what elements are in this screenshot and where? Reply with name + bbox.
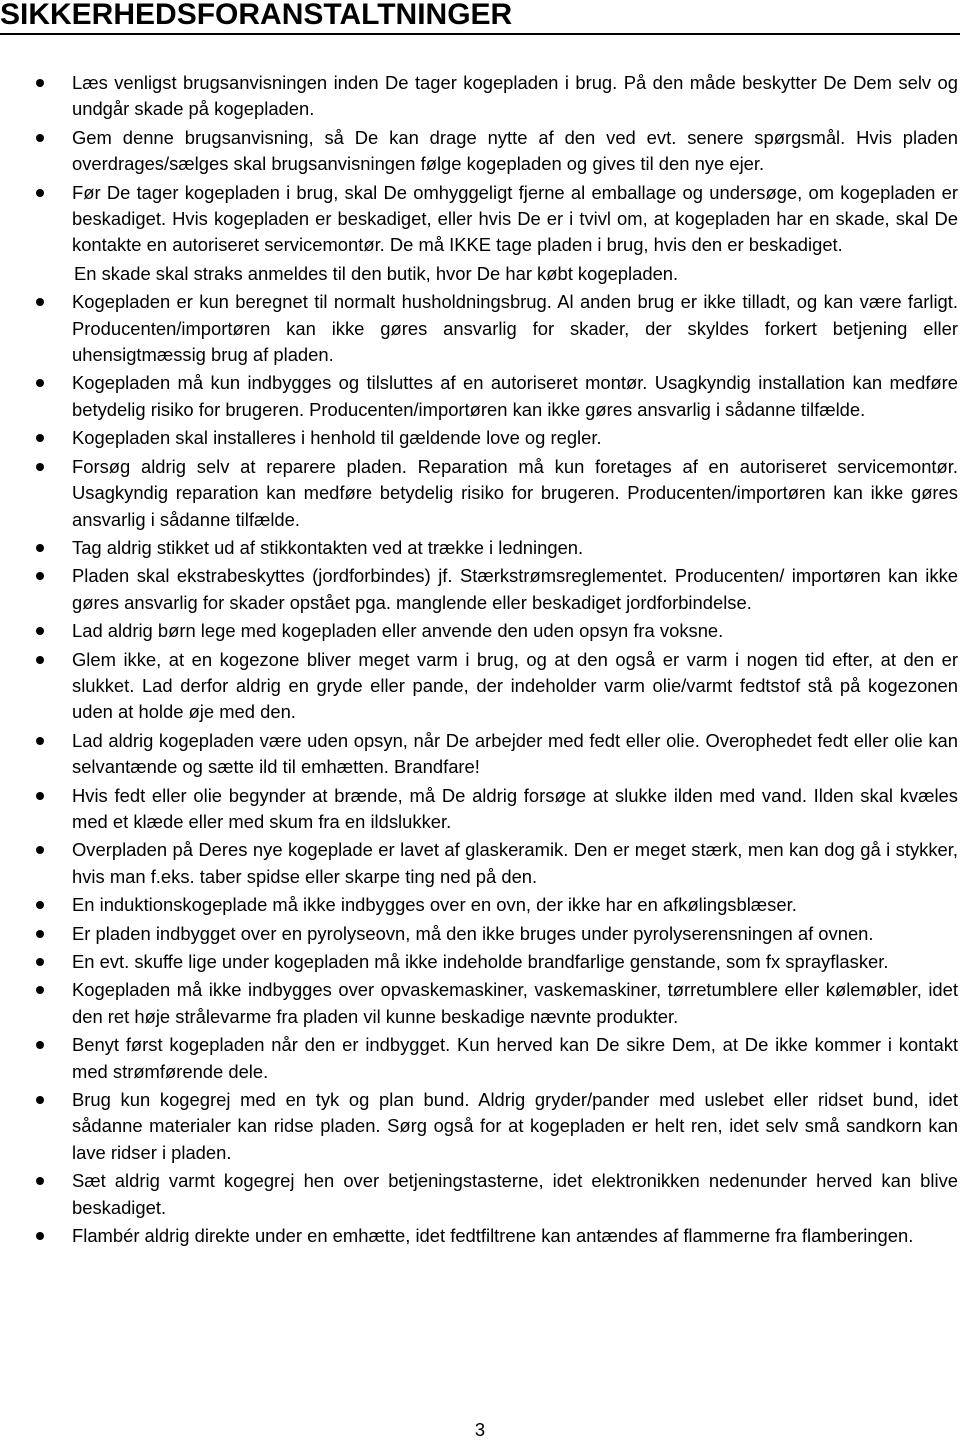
list-item — [0, 70, 958, 123]
list-item-text: Kogepladen må kun indbygges og tilsluttes af en autoriseret montør. Usagkyndig installation kan medføre betydelig risiko for brugeren. Producenten/importøren kan ikke gøres ansvarlig i sådanne tilfælde. — [72, 372, 958, 420]
list-item-text: Overpladen på Deres nye kogeplade er lavet af glaskeramik. Den er meget stærk, men kan dog gå i stykker, hvis man f.eks. taber spidse eller skarpe ting ned på den. — [72, 839, 958, 887]
list-item — [0, 289, 958, 368]
list-item-text: Kogepladen må ikke indbygges over opvaskemaskiner, vaskemaskiner, tørretumblere eller kølemøbler, idet den ret høje strålevarme fra pladen vil kunne beskadige nævnte produkter. — [72, 979, 958, 1027]
list-item-text: Læs venligst brugsanvisningen inden De tager kogepladen i brug. På den måde beskytter De Dem selv og undgår skade på kogepladen. — [72, 72, 958, 120]
list-item-text: En induktionskogeplade må ikke indbygges over en ovn, der ikke har en afkølingsblæser. — [72, 894, 797, 916]
list-item-text: Glem ikke, at en kogezone bliver meget varm i brug, og at den også er varm i nogen tid efter, at den er slukket. Lad derfor aldrig en gryde eller pande, der indeholder varm olie/varmt fedtstof stå på kogezonen uden at holde øje med den. — [72, 648, 958, 723]
list-item — [0, 892, 958, 918]
bullet-icon — [36, 1041, 44, 1049]
list-item-text: Hvis fedt eller olie begynder at brænde, må De aldrig forsøge at slukke ilden med vand. Ilden skal kvæles med et klæde eller med skum fra en ildslukker. — [72, 784, 958, 832]
bullet-icon — [36, 930, 44, 938]
bullet-icon — [36, 572, 44, 580]
bullet-icon — [36, 134, 44, 142]
list-item-text: Pladen skal ekstrabeskyttes (jordforbindes) jf. Stærkstrømsreglementet. Producenten/ importøren kan ikke gøres ansvarlig for skader opstået pga. manglende eller beskadiget jordforbindelse. — [72, 565, 958, 613]
bullet-icon — [36, 544, 44, 552]
list-item — [0, 1032, 958, 1085]
list-item — [0, 535, 958, 561]
list-item-text: Kogepladen skal installeres i henhold til gældende love og regler. — [72, 427, 602, 449]
page-title: SIKKERHEDSFORANSTALTNINGER — [0, 0, 513, 31]
list-item-text: Kogepladen er kun beregnet til normalt husholdningsbrug. Al anden brug er ikke tilladt, og kan være farligt. Producenten/importøren kan ikke gøres ansvarlig for skader, der skyldes forkert betjening eller uhensigtmæssig brug af pladen. — [72, 291, 958, 366]
title-underline — [0, 33, 960, 35]
bullet-icon — [36, 737, 44, 745]
bullet-icon — [36, 1232, 44, 1240]
list-item-text: Før De tager kogepladen i brug, skal De omhyggeligt fjerne al emballage og undersøge, om kogepladen er beskadiget. Hvis kogepladen er beskadiget, eller hvis De er i tvivl om, at kogepladen har en skade, skal De kontakte en autoriseret servicemontør. De må IKKE tage pladen i brug, hvis den er beskadiget. — [72, 181, 958, 256]
list-item — [0, 949, 958, 975]
list-item — [0, 125, 958, 178]
list-item — [0, 454, 958, 533]
list-item-text: Er pladen indbygget over en pyrolyseovn, må den ikke bruges under pyrolyserensningen af ovnen. — [72, 922, 874, 944]
list-item — [0, 425, 958, 451]
list-item — [0, 783, 958, 836]
list-item — [0, 370, 958, 423]
bullet-icon — [36, 1096, 44, 1104]
list-item-text: Forsøg aldrig selv at reparere pladen. Reparation må kun foretages af en autoriseret servicemontør. Usagkyndig reparation kan medføre betydelig risiko for brugeren. Producenten/importøren kan ikke gøres ansvarlig i sådanne tilfælde. — [72, 455, 958, 530]
bullet-icon — [36, 792, 44, 800]
bullet-icon — [36, 901, 44, 909]
bullet-icon — [36, 298, 44, 306]
list-item-text: En evt. skuffe lige under kogepladen må ikke indeholde brandfarlige genstande, som fx sprayflasker. — [72, 951, 889, 972]
list-item — [0, 977, 958, 1030]
list-item — [0, 180, 958, 259]
bullet-icon — [36, 846, 44, 854]
bullet-icon — [36, 434, 44, 442]
list-item-text: Tag aldrig stikket ud af stikkontakten ved at trække i ledningen. — [72, 536, 584, 558]
bullet-icon — [36, 627, 44, 635]
list-item-text: Lad aldrig kogepladen være uden opsyn, når De arbejder med fedt eller olie. Overophedet fedt eller olie kan selvantænde og sætte ild til emhætten. Brandfare! — [72, 729, 958, 778]
safety-instructions-list — [0, 70, 960, 1251]
page-number: 3 — [474, 1419, 486, 1440]
list-item — [0, 1087, 958, 1166]
bullet-icon — [36, 189, 44, 197]
list-item-text: Benyt først kogepladen når den er indbygget. Kun herved kan De sikre Dem, at De ikke kommer i kontakt med strømførende dele. — [72, 1034, 958, 1082]
bullet-icon — [36, 958, 44, 966]
list-item — [0, 563, 958, 616]
list-item — [0, 837, 958, 890]
list-item — [0, 1223, 958, 1249]
list-item-text: Flambér aldrig direkte under en emhætte, idet fedtfiltrene kan antændes af flammerne fra flamberingen. — [72, 1225, 914, 1247]
list-item — [0, 728, 958, 781]
bullet-icon — [36, 79, 44, 87]
list-item-text: Brug kun kogegrej med en tyk og plan bund. Aldrig gryder/pander med uslebet eller ridset bund, idet sådanne materialer kan ridse pladen. Sørg også for at kogepladen er helt ren, idet selv små sandkorn kan lave ridser i pladen. — [72, 1089, 958, 1163]
list-item — [0, 618, 958, 644]
list-item-text: Lad aldrig børn lege med kogepladen eller anvende den uden opsyn fra voksne. — [72, 620, 724, 642]
bullet-icon — [36, 379, 44, 387]
list-item-note: En skade skal straks anmeldes til den butik, hvor De har købt kogepladen. — [74, 262, 679, 284]
bullet-icon — [36, 656, 44, 664]
bullet-icon — [36, 1177, 44, 1185]
list-item-text: Gem denne brugsanvisning, så De kan drage nytte af den ved evt. senere spørgsmål. Hvis pladen overdrages/sælges skal brugsanvisningen følge kogepladen og gives til den nye ejer. — [72, 126, 958, 175]
bullet-icon — [36, 463, 44, 471]
list-item — [0, 921, 958, 947]
list-item-text: Sæt aldrig varmt kogegrej hen over betjeningstasterne, idet elektronikken nedenunder herved kan blive beskadiget. — [72, 1170, 958, 1218]
list-item — [0, 1168, 958, 1221]
bullet-icon — [36, 986, 44, 994]
list-item — [0, 647, 958, 726]
